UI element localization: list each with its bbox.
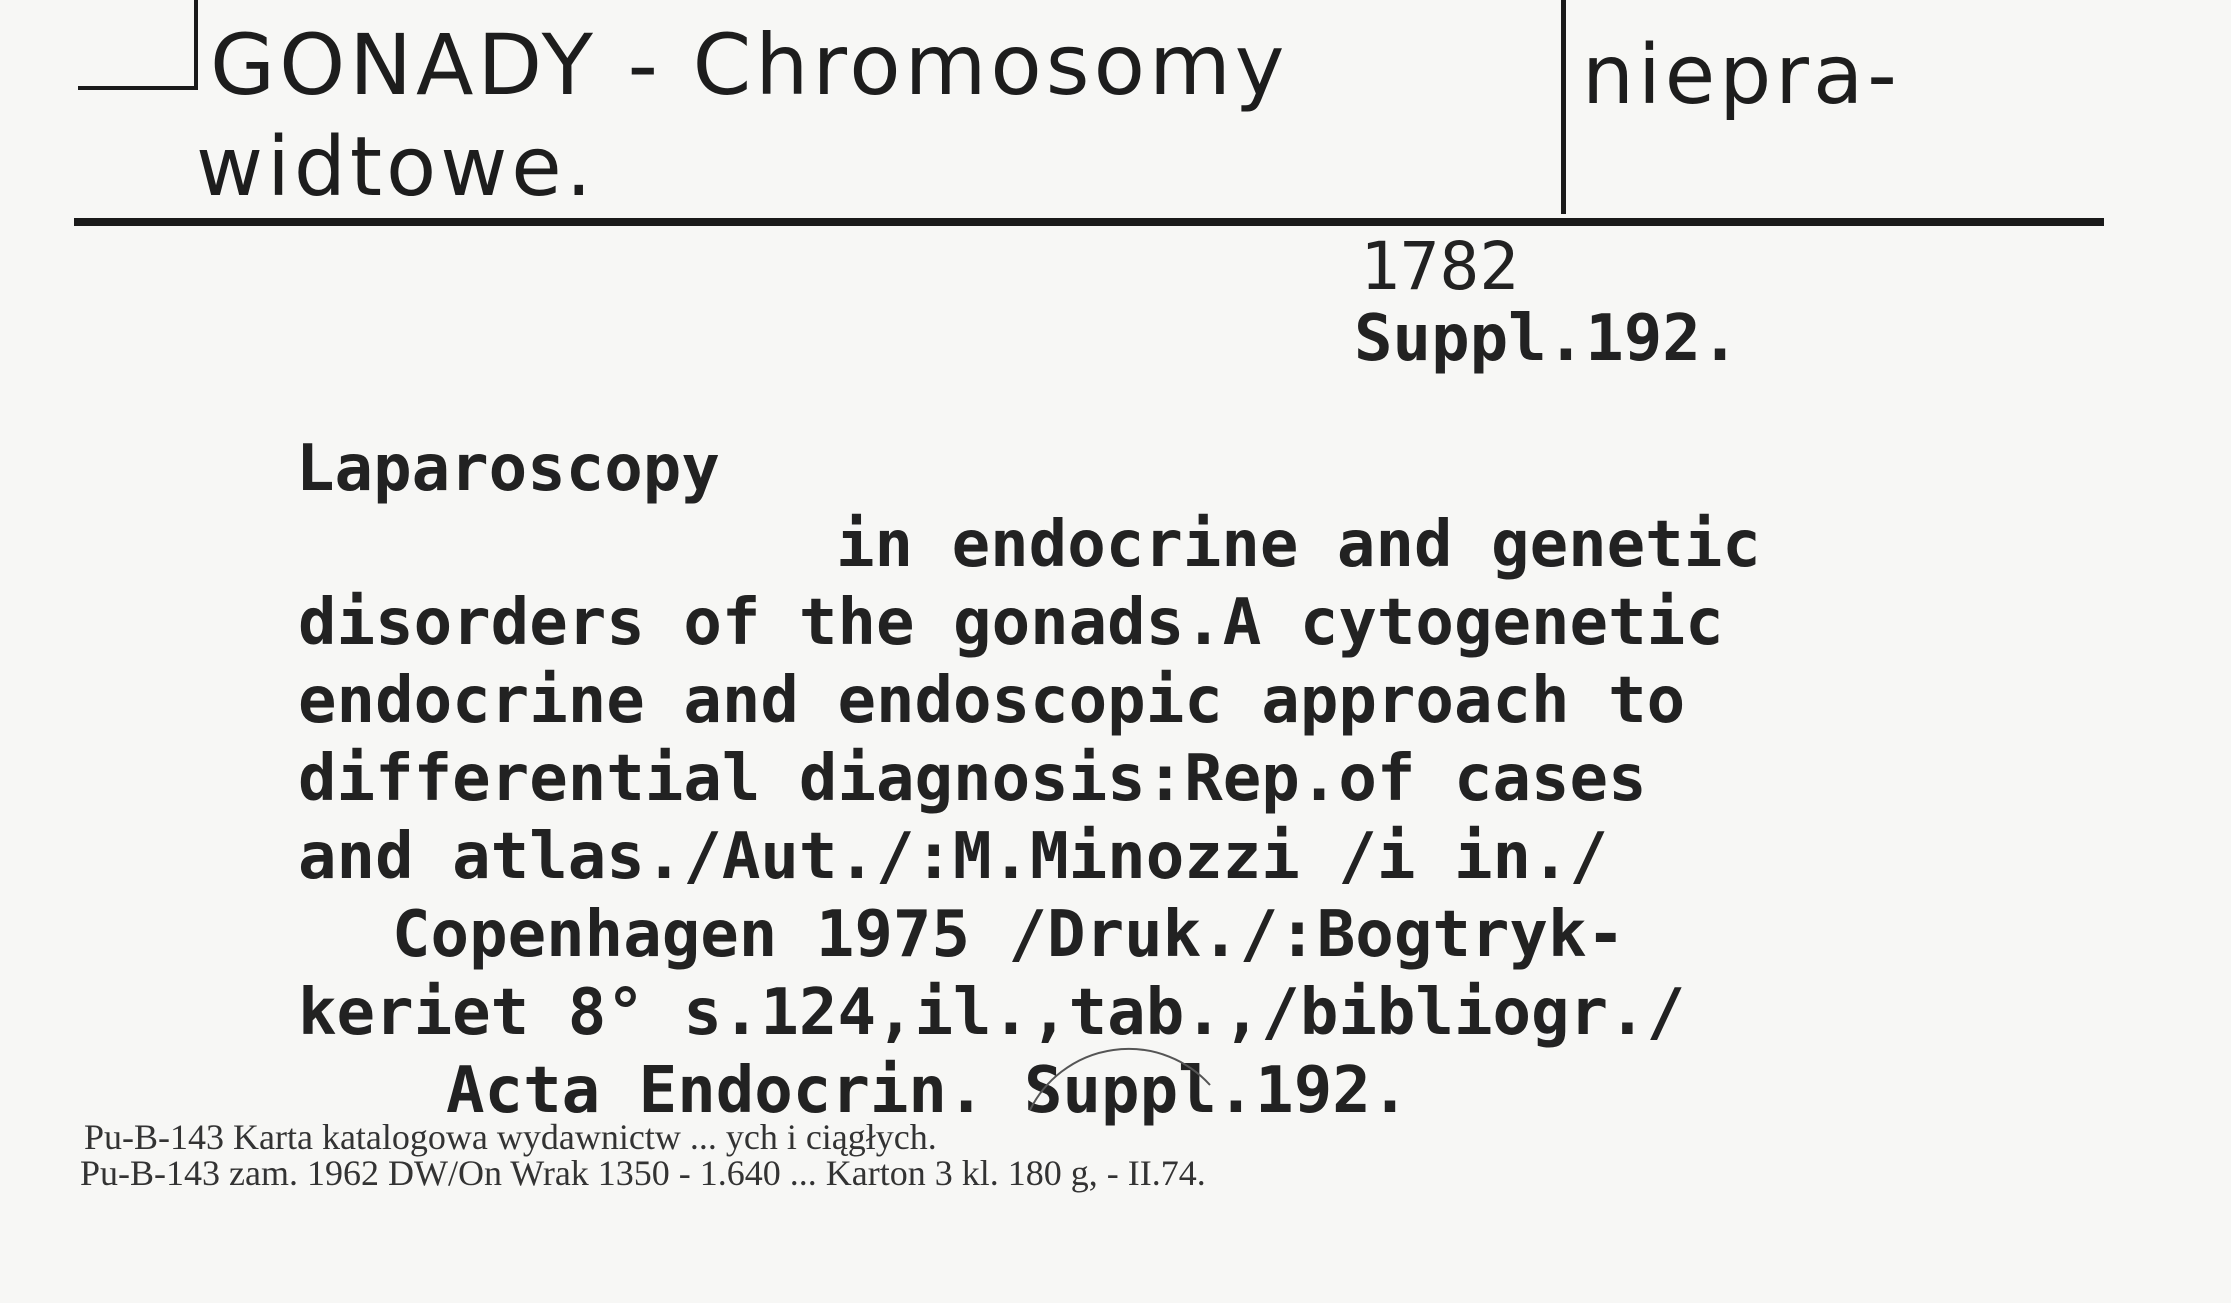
footer-line-1: Pu-B-143 Karta katalogowa wydawnictw ... ych i ciągłych. xyxy=(84,1117,937,1157)
entry-line: in endocrine and genetic xyxy=(836,508,1761,582)
subject-heading-line-1: GONADY - Chromosomy xyxy=(210,16,1289,114)
subject-heading-continuation: niepra- xyxy=(1582,28,1901,123)
left-stub-vertical xyxy=(194,0,198,86)
entry-line: Copenhagen 1975 /Druk./:Bogtryk- xyxy=(392,898,1625,972)
entry-title-head: Laparoscopy xyxy=(296,432,720,506)
entry-line: keriet 8° s.124,il.,tab.,/bibliogr./ xyxy=(298,976,1686,1050)
header-rule xyxy=(74,218,2104,226)
entry-line: and atlas./Aut./:M.Minozzi /i in./ xyxy=(298,820,1609,894)
subject-heading-line-2: widtowe. xyxy=(196,120,596,215)
call-number: 1782 xyxy=(1360,228,1519,305)
left-stub-line xyxy=(78,86,198,90)
supplement-number: Suppl.192. xyxy=(1354,302,1740,376)
entry-line: disorders of the gonads.A cytogenetic xyxy=(298,586,1724,660)
entry-line: Acta Endocrin. Suppl.192. xyxy=(446,1054,1410,1128)
entry-line: differential diagnosis:Rep.of cases xyxy=(298,742,1647,816)
entry-line: endocrine and endoscopic approach to xyxy=(298,664,1686,738)
footer-line-2: Pu-B-143 zam. 1962 DW/On Wrak 1350 - 1.640 ... Karton 3 kl. 180 g, - II.74. xyxy=(80,1153,1206,1193)
header-vertical-divider xyxy=(1561,0,1566,214)
